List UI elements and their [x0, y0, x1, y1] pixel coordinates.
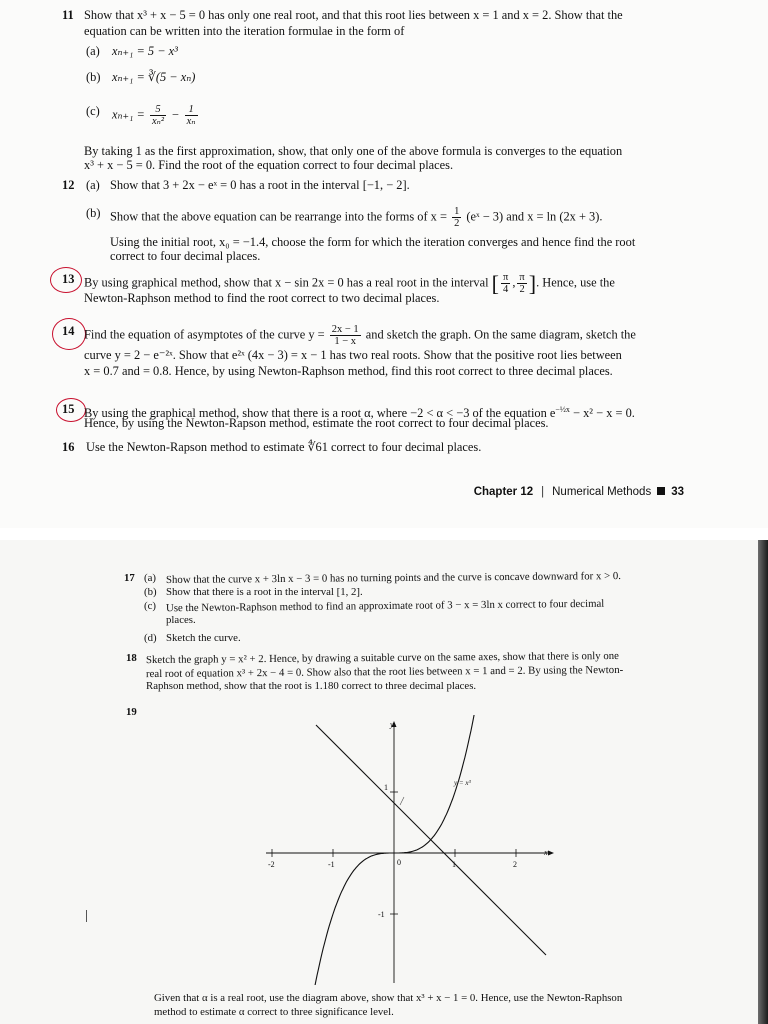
- q13-line2: Newton-Raphson method to find the root correct to two decimal places.: [84, 291, 440, 305]
- curve-label: y = x³: [454, 779, 471, 787]
- q16-number: 16: [62, 440, 75, 454]
- q19-graph: [266, 715, 556, 985]
- q15-exponent: −½x: [555, 405, 570, 414]
- q13-int-b-num: π: [519, 272, 525, 283]
- q11-a-expr: xₙ₊₁ = 5 − x³: [112, 44, 178, 58]
- q12-b-fraction: [452, 206, 461, 229]
- q13-int-a-num: π: [503, 272, 509, 283]
- q12-b-text-pre: Show that the above equation can be rearrange into the forms of x =: [110, 209, 447, 224]
- q12-a-text: Show that 3 + 2x − eˣ = 0 has a root in the interval [−1, − 2].: [110, 178, 410, 192]
- q11-c-f1-den: xₙ²: [151, 116, 165, 127]
- q11-line4: x³ + x − 5 = 0. Find the root of the equation correct to four decimal places.: [84, 158, 454, 172]
- q18-line3: Raphson method, show that the root is 1.180 correct to three decimal places.: [146, 680, 477, 692]
- q17-c-text2: places.: [166, 614, 196, 626]
- footer-title: Numerical Methods: [552, 486, 652, 498]
- q14-fraction: [330, 324, 361, 347]
- q14-line3: x = 0.7 and = 0.8. Hence, by using Newton-Raphson method, find this root correct to three decimal places.: [84, 364, 613, 378]
- q17-number: 17: [124, 572, 135, 584]
- origin-label: 0: [397, 858, 401, 867]
- y-tick-label-neg1: -1: [378, 910, 385, 919]
- q14-line1: [84, 324, 636, 347]
- footer-separator: |: [541, 486, 545, 498]
- q11-c-label: (c): [86, 104, 100, 118]
- q17-b-text: Show that there is a root in the interval [1, 2].: [166, 586, 363, 598]
- q11-c-minus: −: [171, 107, 180, 122]
- q15-line1-post: − x² − x = 0.: [569, 406, 635, 420]
- q17-c-label: (c): [144, 600, 156, 612]
- q18-line1: Sketch the graph y = x² + 2. Hence, by drawing a suitable curve on the same axes, show that there is only one: [145, 649, 620, 667]
- q14-frac-num: 2x − 1: [331, 324, 359, 335]
- q11-c-fraction-1: [150, 104, 166, 127]
- q12-a-label: (a): [86, 178, 100, 192]
- pencil-mark: [400, 797, 404, 805]
- x-axis-arrow-icon: [548, 851, 554, 856]
- q14-line2: curve y = 2 − e⁻²ˣ. Show that e²ˣ (4x − 3) = x − 1 has two real roots. Show that the positive root lies between: [84, 348, 622, 362]
- q19-number: 19: [126, 706, 137, 718]
- q12-b-label: (b): [86, 206, 101, 220]
- q13-int-a: [501, 272, 510, 295]
- q17-b-label: (b): [144, 586, 157, 598]
- q16-text: Use the Newton-Rapson method to estimate ∜61 correct to four decimal places.: [86, 440, 482, 454]
- q12-number: 12: [62, 178, 75, 192]
- x-tick-label-1: 1: [452, 860, 456, 869]
- q15-number: 15: [62, 402, 75, 416]
- q11-c-f2-num: 1: [185, 104, 198, 116]
- q17-a-label: (a): [144, 572, 156, 584]
- footer-chapter: Chapter 12: [473, 486, 534, 498]
- q11-b-expr: xₙ₊₁ = ∛(5 − xₙ): [112, 70, 196, 84]
- q13-interval-open: [: [491, 271, 499, 296]
- q19-line2: method to estimate α correct to three significance level.: [154, 1006, 394, 1018]
- q14-line1-post: and sketch the graph. On the same diagram, sketch the: [365, 327, 636, 342]
- q17-c-text: Use the Newton-Raphson method to find an approximate root of 3 − x = 3ln x correct to four decimal: [165, 597, 605, 615]
- q12-c-line2: correct to four decimal places.: [110, 249, 261, 263]
- q13-number: 13: [62, 272, 75, 286]
- page-footer: [474, 486, 684, 498]
- q11-c-expr: [112, 104, 200, 127]
- q11-c-f1-num: 5: [150, 104, 166, 116]
- y-axis-label: y: [390, 720, 394, 729]
- x-tick-label-neg1: -1: [328, 860, 335, 869]
- q13-line1-pre: By using graphical method, show that x − sin 2x = 0 has a real root in the interval: [84, 275, 489, 290]
- q12-b-frac-den: 2: [454, 218, 460, 229]
- q15-line2: Hence, by using the Newton-Rapson method, estimate the root correct to four decimal places.: [84, 416, 549, 430]
- footer-square-icon: [657, 487, 665, 495]
- q11-b-label: (b): [86, 70, 101, 84]
- scan-edge-mark: [86, 910, 87, 922]
- q14-number: 14: [62, 324, 75, 338]
- q12-b-text: [110, 206, 602, 229]
- q13-interval-close: ]: [528, 271, 537, 296]
- q18-number: 18: [126, 652, 137, 664]
- q11-number: 11: [62, 8, 74, 22]
- q11-c-lhs: xₙ₊₁ =: [112, 107, 145, 122]
- q13-int-a-den: 4: [503, 284, 509, 295]
- q11-a-label: (a): [86, 44, 100, 58]
- q12-b-text-post: (eˣ − 3) and x = ln (2x + 3).: [466, 209, 603, 224]
- q11-c-f2-den: xₙ: [186, 116, 196, 127]
- x-tick-label-neg2: -2: [268, 860, 275, 869]
- q13-int-b-den: 2: [519, 284, 525, 295]
- q13-line1-post: . Hence, use the: [536, 275, 615, 290]
- q13-int-b: [517, 272, 526, 295]
- q19-line1: Given that α is a real root, use the diagram above, show that x³ + x − 1 = 0. Hence, use the Newton-Raphson: [154, 992, 623, 1004]
- q17-d-text: Sketch the curve.: [166, 632, 241, 644]
- x-axis-label: x: [544, 848, 548, 857]
- q12-b-frac-num: 1: [454, 206, 460, 217]
- q11-line2: equation can be written into the iteration formulae in the form of: [84, 24, 405, 38]
- x-tick-label-2: 2: [513, 860, 517, 869]
- q11-line1: Show that x³ + x − 5 = 0 has only one real root, and that this root lies between x = 1 and x = 2. Show that the: [84, 8, 623, 22]
- q13-line1: By using graphical method, show that x − sin 2x = 0 has a real root in the interval [ $\frac{\pi}{4}$ , $\frac{\pi}{2}$ ]. Hence, use the: [84, 271, 615, 296]
- q12-c-line1: Using the initial root, x₀ = −1.4, choose the form for which the iteration converges and hence find the root: [110, 235, 636, 249]
- y-tick-label-1: 1: [384, 783, 388, 792]
- q11-c-fraction-2: [185, 104, 198, 127]
- q17-a-text: Show that the curve x + 3ln x − 3 = 0 has no turning points and the curve is concave downward for x > 0.: [165, 570, 621, 586]
- q15-line1-pre: By using the graphical method, show that there is a root α, where −2 < α < −3 of the equation e: [84, 406, 556, 420]
- q18-line2: real root of equation x³ + 2x − 4 = 0. Show also that the root lies between x = 1 and = 2. By using the Newton-: [145, 663, 624, 681]
- q11-line3: By taking 1 as the first approximation, show, that only one of the above formula is converges to the equation: [84, 144, 623, 158]
- q14-frac-den: 1 − x: [334, 336, 357, 347]
- q17-d-label: (d): [144, 632, 157, 644]
- q14-line1-pre: Find the equation of asymptotes of the curve y =: [84, 327, 325, 342]
- footer-page-number: 33: [671, 486, 684, 498]
